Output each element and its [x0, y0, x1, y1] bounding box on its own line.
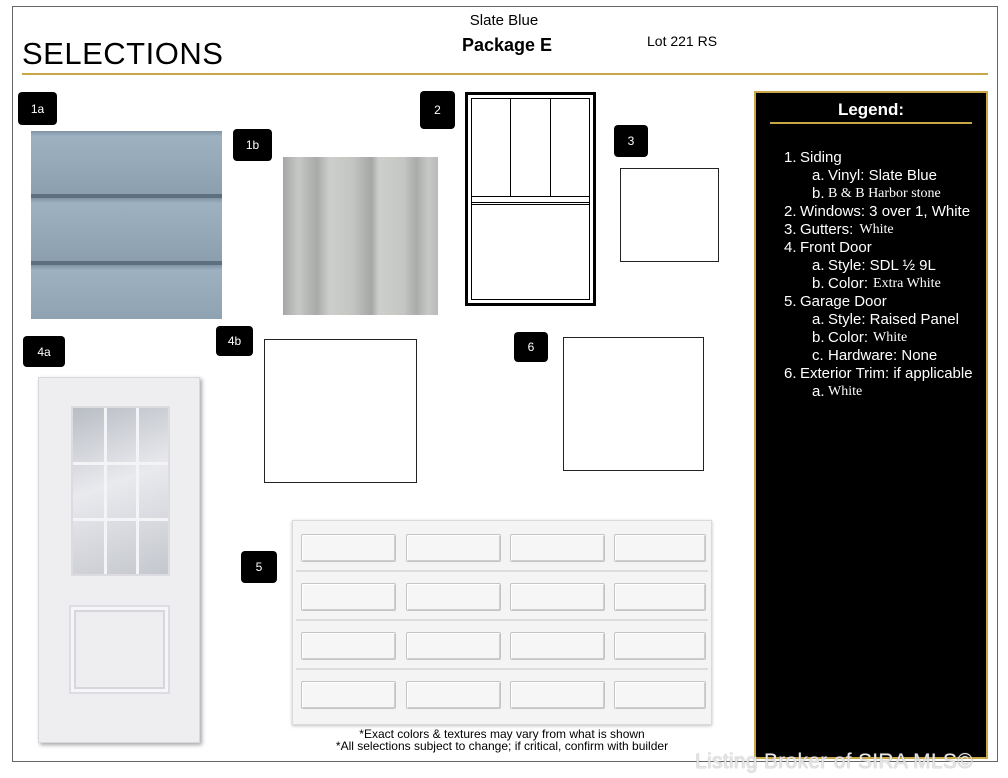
legend-garage-door: 5. Garage Door: [784, 293, 887, 310]
mls-watermark: Listing Broker of SIRA MLS©: [695, 750, 974, 773]
garage-door-image: [292, 520, 712, 725]
tag-1b: 1b: [233, 129, 272, 161]
legend-garage-style: a. Style: Raised Panel: [812, 311, 959, 328]
color-name: Slate Blue: [469, 12, 539, 29]
disclaimer-colors: *Exact colors & textures may vary from what is shown: [359, 727, 645, 741]
exterior-trim-swatch: [563, 337, 704, 471]
legend-siding: 1. Siding: [784, 149, 842, 166]
siding-harbor-stone-swatch: [283, 157, 438, 315]
legend-panel: [754, 91, 988, 759]
header-divider: [22, 73, 988, 75]
legend-front-door-style: a. Style: SDL ½ 9L: [812, 257, 936, 274]
legend-garage-hardware: c. Hardware: None: [812, 347, 938, 364]
tag-4b: 4b: [216, 326, 253, 356]
package-name: Package E: [461, 35, 553, 55]
tag-1a: 1a: [18, 92, 57, 125]
gutters-swatch: [620, 168, 719, 262]
page-title: SELECTIONS: [22, 36, 224, 71]
legend-siding-vinyl: a. Vinyl: Slate Blue: [812, 167, 937, 184]
siding-slate-blue-swatch: [31, 131, 222, 319]
legend-windows: 2. Windows: 3 over 1, White: [784, 203, 971, 220]
legend-front-door-color: b. Color: Extra White: [812, 275, 941, 292]
legend-trim-color: a. White: [812, 383, 863, 400]
tag-4a: 4a: [23, 336, 65, 367]
lot-number: Lot 221 RS: [647, 33, 718, 49]
legend-title: Legend:: [837, 100, 905, 119]
window-3-over-1: [465, 92, 596, 306]
tag-6: 6: [514, 332, 548, 362]
disclaimer-changes: *All selections subject to change; if critical, confirm with builder: [335, 739, 669, 753]
legend-front-door: 4. Front Door: [784, 239, 872, 256]
tag-2: 2: [420, 91, 455, 129]
tag-3: 3: [614, 125, 648, 157]
legend-garage-color: b. Color: White: [812, 329, 908, 346]
legend-divider: [770, 122, 972, 124]
front-door-image: [38, 377, 200, 743]
legend-siding-bb: b. B & B Harbor stone: [812, 185, 941, 202]
tag-5: 5: [241, 551, 277, 583]
legend-gutters: 3. Gutters: White: [784, 221, 894, 238]
legend-exterior-trim: 6. Exterior Trim: if applicable: [784, 365, 973, 382]
front-door-color-swatch: [264, 339, 417, 483]
